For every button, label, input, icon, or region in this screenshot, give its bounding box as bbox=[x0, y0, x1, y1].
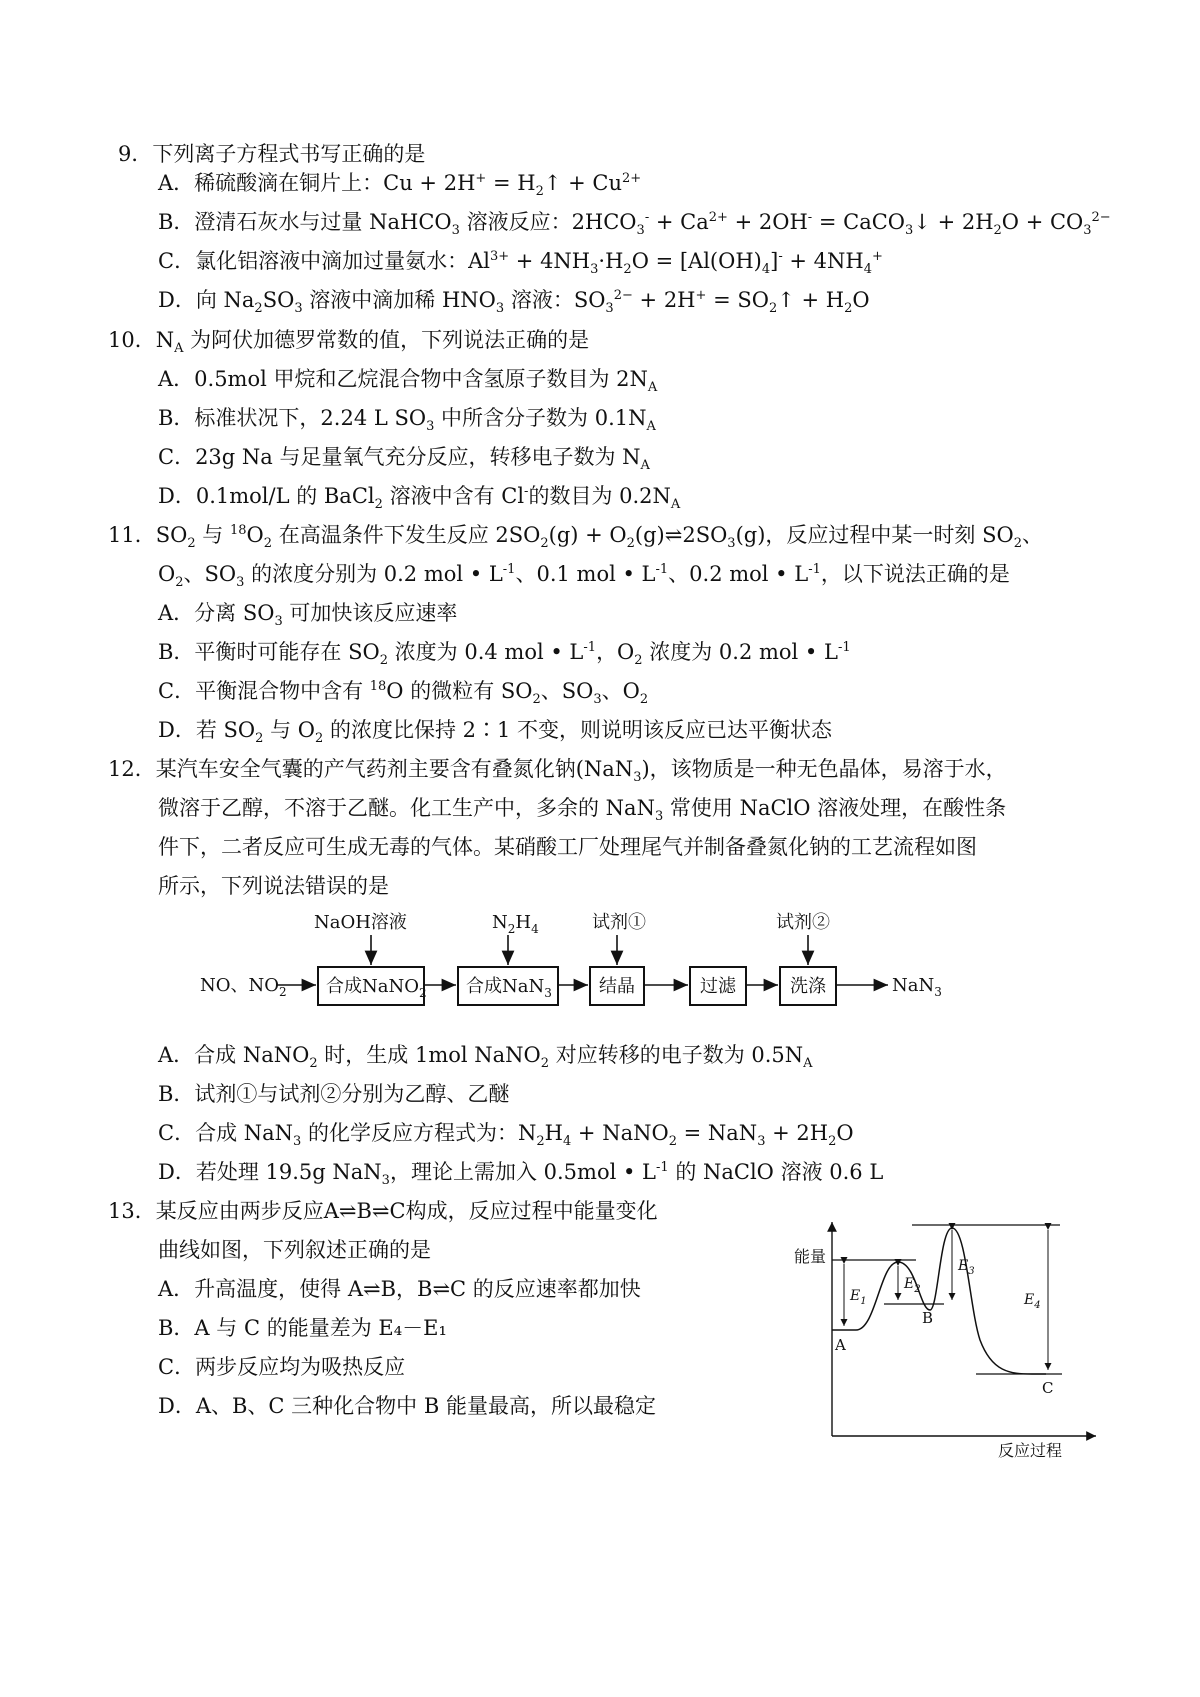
flow-output-label: NaN$_3$ bbox=[892, 975, 942, 999]
q13-option-a: A．升高温度，使得 A⇌B，B⇌C 的反应速率都加快 bbox=[158, 1277, 641, 1301]
q10-stem: 10．$N_A$ 为阿伏加德罗常数的值，下列说法正确的是 bbox=[108, 328, 590, 357]
flow-box4-label: 过滤 bbox=[700, 976, 736, 997]
point-b-label: B bbox=[922, 1309, 934, 1327]
q10-option-c: C．23g Na 与足量氧气充分反应，转移电子数为 $N_A$ bbox=[158, 445, 650, 474]
flow-n2h4-label: $N_2H_4$ bbox=[492, 912, 539, 936]
flow-box3-label: 结晶 bbox=[599, 976, 635, 997]
flow-reagent1-label: 试剂① bbox=[592, 912, 646, 933]
energy-x-label: 反应过程 bbox=[998, 1441, 1063, 1460]
q13-stem-line1: 13．某反应由两步反应A⇌B⇌C构成，反应过程中能量变化 bbox=[108, 1199, 658, 1223]
q12-option-d: D．若处理 19.5g NaN$_3$，理论上需加入 0.5mol • $L^{-1}$ 的 NaClO 溶液 0.6 L bbox=[158, 1160, 884, 1189]
q12-stem-line4: 所示，下列说法错误的是 bbox=[158, 874, 389, 898]
q12-option-b: B．试剂①与试剂②分别为乙醇、乙醚 bbox=[158, 1082, 510, 1106]
q9-option-d: D．向 $Na_2SO_3$ 溶液中滴加稀 $HNO_3$ 溶液：$SO_3^{2-} + 2H^+$ = $SO_2↑ + H_2O$ bbox=[158, 288, 870, 317]
flow-naoh-label: NaOH溶液 bbox=[314, 912, 407, 933]
q11-stem-line2: $O_2$、$SO_3$ 的浓度分别为 0.2 mol • $L^{-1}$、0.1 mol • $L^{-1}$、0.2 mol • $L^{-1}$，以下说法正确的是 bbox=[158, 562, 1010, 591]
flow-box5-label: 洗涤 bbox=[790, 976, 826, 997]
q12-stem-line3: 件下，二者反应可生成无毒的气体。某硝酸工厂处理尾气并制备叠氮化钠的工艺流程如图 bbox=[158, 835, 977, 859]
process-flow-diagram bbox=[190, 905, 1040, 1015]
q9-option-c: C．氯化铝溶液中滴加过量氨水：$Al^{3+} + 4NH_3\cdot H_2O = [Al(OH)_4]^- + 4NH_4^+$ bbox=[158, 249, 883, 278]
flow-input-label: NO、$NO_2$ bbox=[200, 975, 287, 999]
q13-option-b: B．A 与 C 的能量差为 E₄－E₁ bbox=[158, 1316, 447, 1340]
e2-label: $E_2$ bbox=[904, 1276, 921, 1295]
q10-option-b: B．标准状况下，2.24 L $SO_3$ 中所含分子数为 $0.1N_A$ bbox=[158, 406, 656, 435]
point-a-label: A bbox=[835, 1336, 846, 1354]
q11-option-b: B．平衡时可能存在 $SO_2$ 浓度为 0.4 mol • $L^{-1}$，$O_2$ 浓度为 0.2 mol • $L^{-1}$ bbox=[158, 640, 851, 669]
e4-label: $E_4$ bbox=[1024, 1292, 1041, 1311]
q10-option-d: D．0.1mol/L 的 BaCl$_2$ 溶液中含有 Cl-的数目为 $0.2N_A$ bbox=[158, 484, 681, 513]
q12-stem-line1: 12．某汽车安全气囊的产气药剂主要含有叠氮化钠(NaN$_3$)，该物质是一种无色晶体，易溶于水， bbox=[108, 757, 1007, 786]
e1-label: $E_1$ bbox=[850, 1288, 867, 1307]
q12-option-c: C．合成 NaN$_3$ 的化学反应方程式为：$N_2H_4$ + NaNO$_2$ = $NaN_3 + 2H_2O$ bbox=[158, 1121, 854, 1150]
e3-label: $E_3$ bbox=[958, 1258, 975, 1277]
energy-profile-diagram bbox=[780, 1200, 1110, 1460]
q11-option-d: D．若 $SO_2$ 与 $O_2$ 的浓度比保持 2∶1 不变，则说明该反应已达平衡状态 bbox=[158, 718, 833, 747]
flow-box1-label: 合成NaNO$_2$ bbox=[326, 976, 427, 1000]
q13-stem-line2: 曲线如图，下列叙述正确的是 bbox=[158, 1238, 431, 1262]
flow-reagent2-label: 试剂② bbox=[776, 912, 830, 933]
flow-box2-label: 合成NaN$_3$ bbox=[466, 976, 552, 1000]
q10-option-a: A．0.5mol 甲烷和乙烷混合物中含氢原子数目为 $2N_A$ bbox=[158, 367, 658, 396]
q11-option-a: A．分离 $SO_3$ 可加快该反应速率 bbox=[158, 601, 458, 630]
q9-option-a: A．稀硫酸滴在铜片上：$Cu + 2H^+ = H_2↑ + Cu^{2+}$ bbox=[158, 171, 642, 200]
q11-option-c: C．平衡混合物中含有 $^{18}$O 的微粒有 $SO_2$、$SO_3$、$O_2$ bbox=[158, 679, 649, 708]
point-c-label: C bbox=[1042, 1379, 1054, 1397]
energy-y-label: 能量 bbox=[794, 1247, 827, 1266]
q11-stem-line1: 11．$SO_2$ 与 $^{18}O_2$ 在高温条件下发生反应 $2SO_2(g)$ + $O_2(g)\rightleftharpoons 2SO_3(g)$，反应过程中某一时刻 $SO_2$、 bbox=[108, 523, 1043, 552]
q9-stem: 9．下列离子方程式书写正确的是 bbox=[118, 142, 426, 166]
q13-option-c: C．两步反应均为吸热反应 bbox=[158, 1355, 406, 1379]
q12-option-a: A．合成 NaNO$_2$ 时，生成 1mol NaNO$_2$ 对应转移的电子数为 $0.5N_A$ bbox=[158, 1043, 813, 1072]
q13-option-d: D．A、B、C 三种化合物中 B 能量最高，所以最稳定 bbox=[158, 1394, 656, 1418]
q9-option-b: B．澄清石灰水与过量 NaHCO$_3$ 溶液反应：$2HCO_3^- + Ca^{2+} + 2OH^-$ = CaCO$_3$↓ + $2H_2O + CO_3^{2-}$ bbox=[158, 210, 1111, 239]
q12-stem-line2: 微溶于乙醇，不溶于乙醚。化工生产中，多余的 NaN$_3$ 常使用 NaClO 溶液处理，在酸性条 bbox=[158, 796, 1007, 825]
